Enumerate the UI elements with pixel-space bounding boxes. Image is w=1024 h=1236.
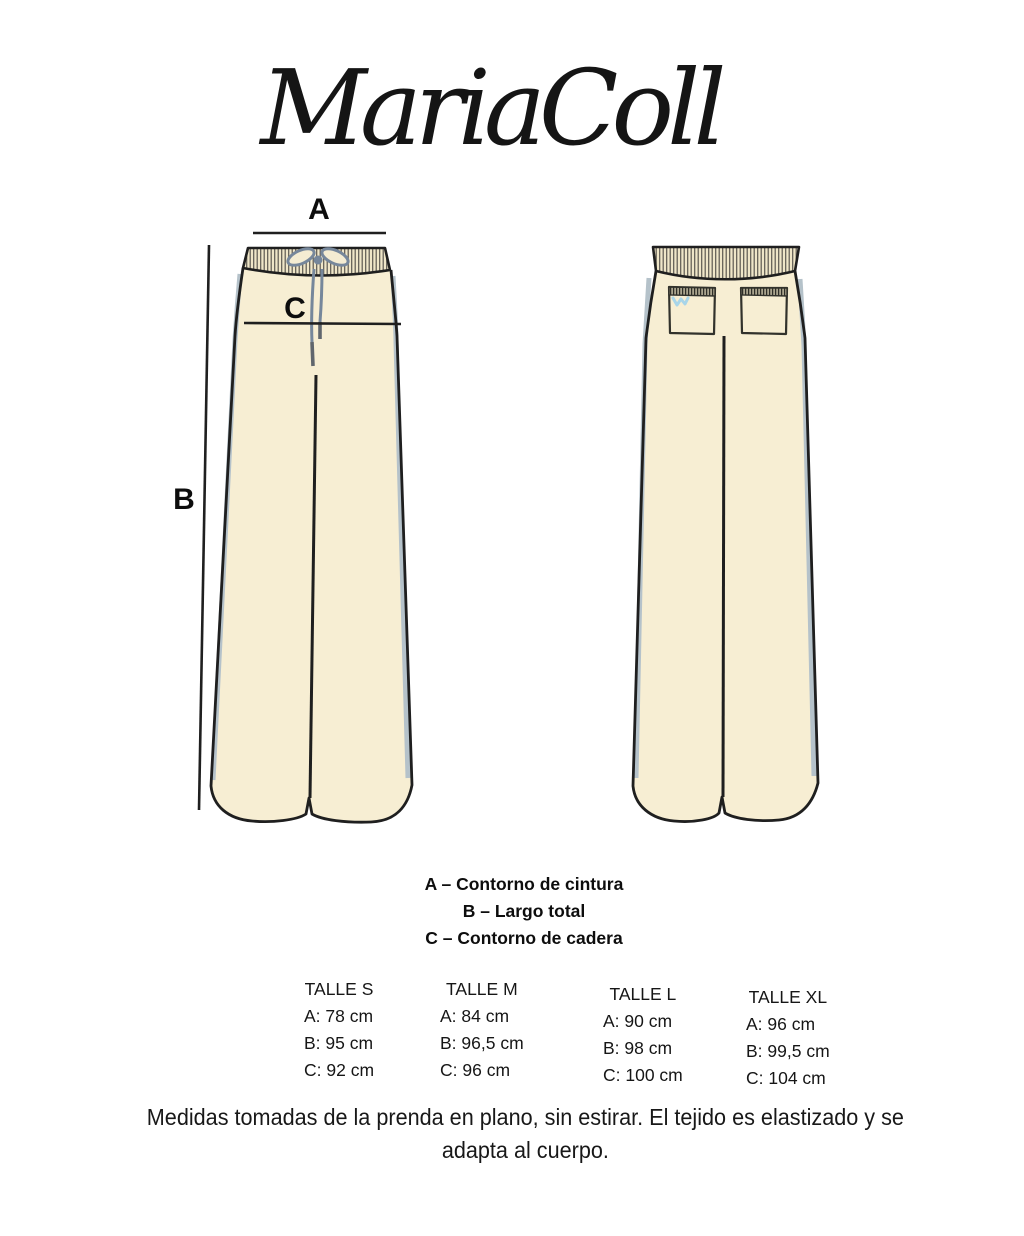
size-column-m: [440, 976, 524, 1084]
size-value-c: C: 100 cm: [603, 1065, 683, 1085]
note-line-2: adapta al cuerpo.: [441, 1137, 609, 1163]
size-header: TALLE XL: [748, 987, 828, 1007]
back-pants-body: [633, 271, 818, 822]
measurement-legend: [12, 871, 1024, 952]
size-value-c: C: 96 cm: [440, 1060, 511, 1080]
measure-label-b: B: [173, 483, 195, 516]
back-center-seam: [723, 336, 724, 797]
front-view-drawing: [211, 245, 412, 822]
legend-line-c: C – Contorno de cadera: [425, 928, 623, 948]
size-value-c: C: 92 cm: [304, 1060, 375, 1080]
measure-line-b: [199, 245, 209, 810]
size-header: TALLE S: [304, 979, 374, 999]
back-pocket-right: [741, 288, 787, 334]
note-line-1: Medidas tomadas de la prenda en plano, sin estirar. El tejido es elastizado y se: [146, 1104, 904, 1130]
measure-label-c: C: [284, 292, 306, 325]
size-value-b: B: 98 cm: [603, 1038, 673, 1058]
size-value-a: A: 78 cm: [304, 1006, 374, 1026]
back-waistband: [653, 247, 799, 279]
brand-logo: MariaColl: [260, 47, 720, 169]
legend-line-b: B – Largo total: [462, 901, 586, 921]
measure-line-c: [244, 323, 401, 324]
legend-line-a: A – Contorno de cintura: [424, 874, 624, 894]
measure-label-a: A: [308, 193, 330, 226]
size-value-b: B: 96,5 cm: [440, 1033, 524, 1053]
size-value-b: B: 99,5 cm: [746, 1041, 830, 1061]
size-value-c: C: 104 cm: [746, 1068, 826, 1088]
back-view-drawing: [633, 247, 818, 822]
size-column-s: [304, 976, 374, 1084]
size-header: TALLE M: [446, 979, 518, 999]
size-column-l: [603, 981, 683, 1089]
measurement-note: [0, 1101, 1024, 1167]
size-value-b: B: 95 cm: [304, 1033, 374, 1053]
back-pocket-left: [669, 287, 715, 334]
size-value-a: A: 96 cm: [746, 1014, 816, 1034]
size-header: TALLE L: [609, 984, 677, 1004]
size-value-a: A: 90 cm: [603, 1011, 673, 1031]
size-column-xl: [746, 984, 830, 1092]
size-value-a: A: 84 cm: [440, 1006, 510, 1026]
